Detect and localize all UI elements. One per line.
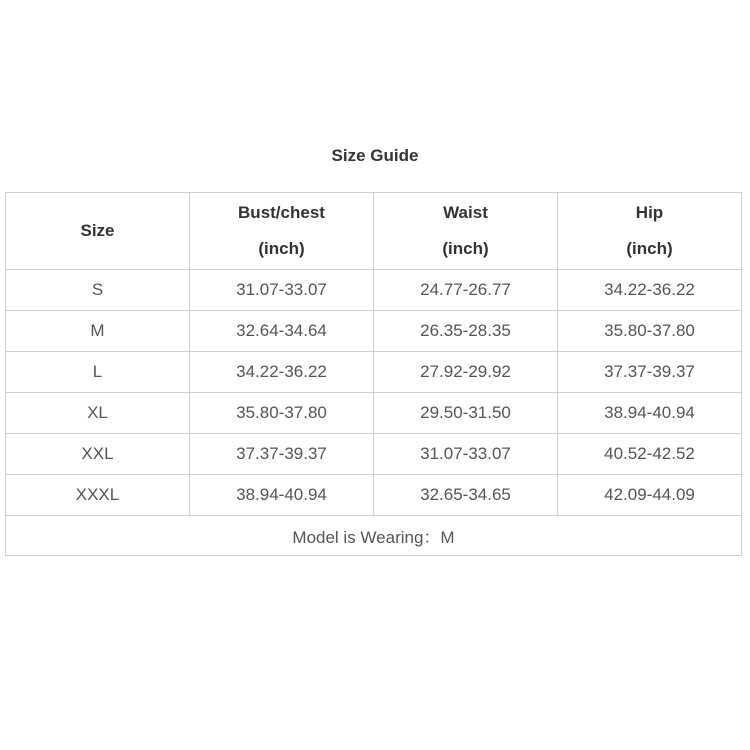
header-bust-chest-label: Bust/chest [238,203,325,222]
header-size [6,193,190,270]
cell-size: XXXL [6,475,190,516]
cell-waist: 27.92-29.92 [374,352,558,393]
table-row [6,434,742,475]
cell-bust-chest: 37.37-39.37 [190,434,374,475]
cell-hip: 38.94-40.94 [558,393,742,434]
table-row [6,475,742,516]
cell-hip: 34.22-36.22 [558,270,742,311]
header-hip [558,193,742,270]
cell-bust-chest: 38.94-40.94 [190,475,374,516]
cell-hip: 40.52-42.52 [558,434,742,475]
cell-bust-chest: 31.07-33.07 [190,270,374,311]
header-size-label: Size [80,221,115,240]
cell-size: M [6,311,190,352]
cell-bust-chest: 35.80-37.80 [190,393,374,434]
cell-hip: 37.37-39.37 [558,352,742,393]
model-wearing-note: Model is Wearing：M [6,516,742,556]
header-waist-unit: (inch) [442,239,489,258]
size-guide-table [5,192,742,556]
cell-waist: 29.50-31.50 [374,393,558,434]
cell-hip: 35.80-37.80 [558,311,742,352]
cell-size: XL [6,393,190,434]
cell-bust-chest: 34.22-36.22 [190,352,374,393]
cell-hip: 42.09-44.09 [558,475,742,516]
cell-size: XXL [6,434,190,475]
cell-waist: 32.65-34.65 [374,475,558,516]
page-title: Size Guide [331,146,419,165]
cell-size: L [6,352,190,393]
table-row [6,352,742,393]
table-header-row [6,193,742,270]
cell-waist: 26.35-28.35 [374,311,558,352]
header-waist-label: Waist [443,203,488,222]
table-row [6,393,742,434]
cell-waist: 31.07-33.07 [374,434,558,475]
cell-bust-chest: 32.64-34.64 [190,311,374,352]
header-hip-unit: (inch) [626,239,673,258]
header-bust-chest [190,193,374,270]
cell-waist: 24.77-26.77 [374,270,558,311]
table-footer-row [6,516,742,556]
header-bust-chest-unit: (inch) [258,239,305,258]
header-hip-label: Hip [635,203,664,222]
header-waist [374,193,558,270]
table-row [6,311,742,352]
cell-size: S [6,270,190,311]
table-row [6,270,742,311]
